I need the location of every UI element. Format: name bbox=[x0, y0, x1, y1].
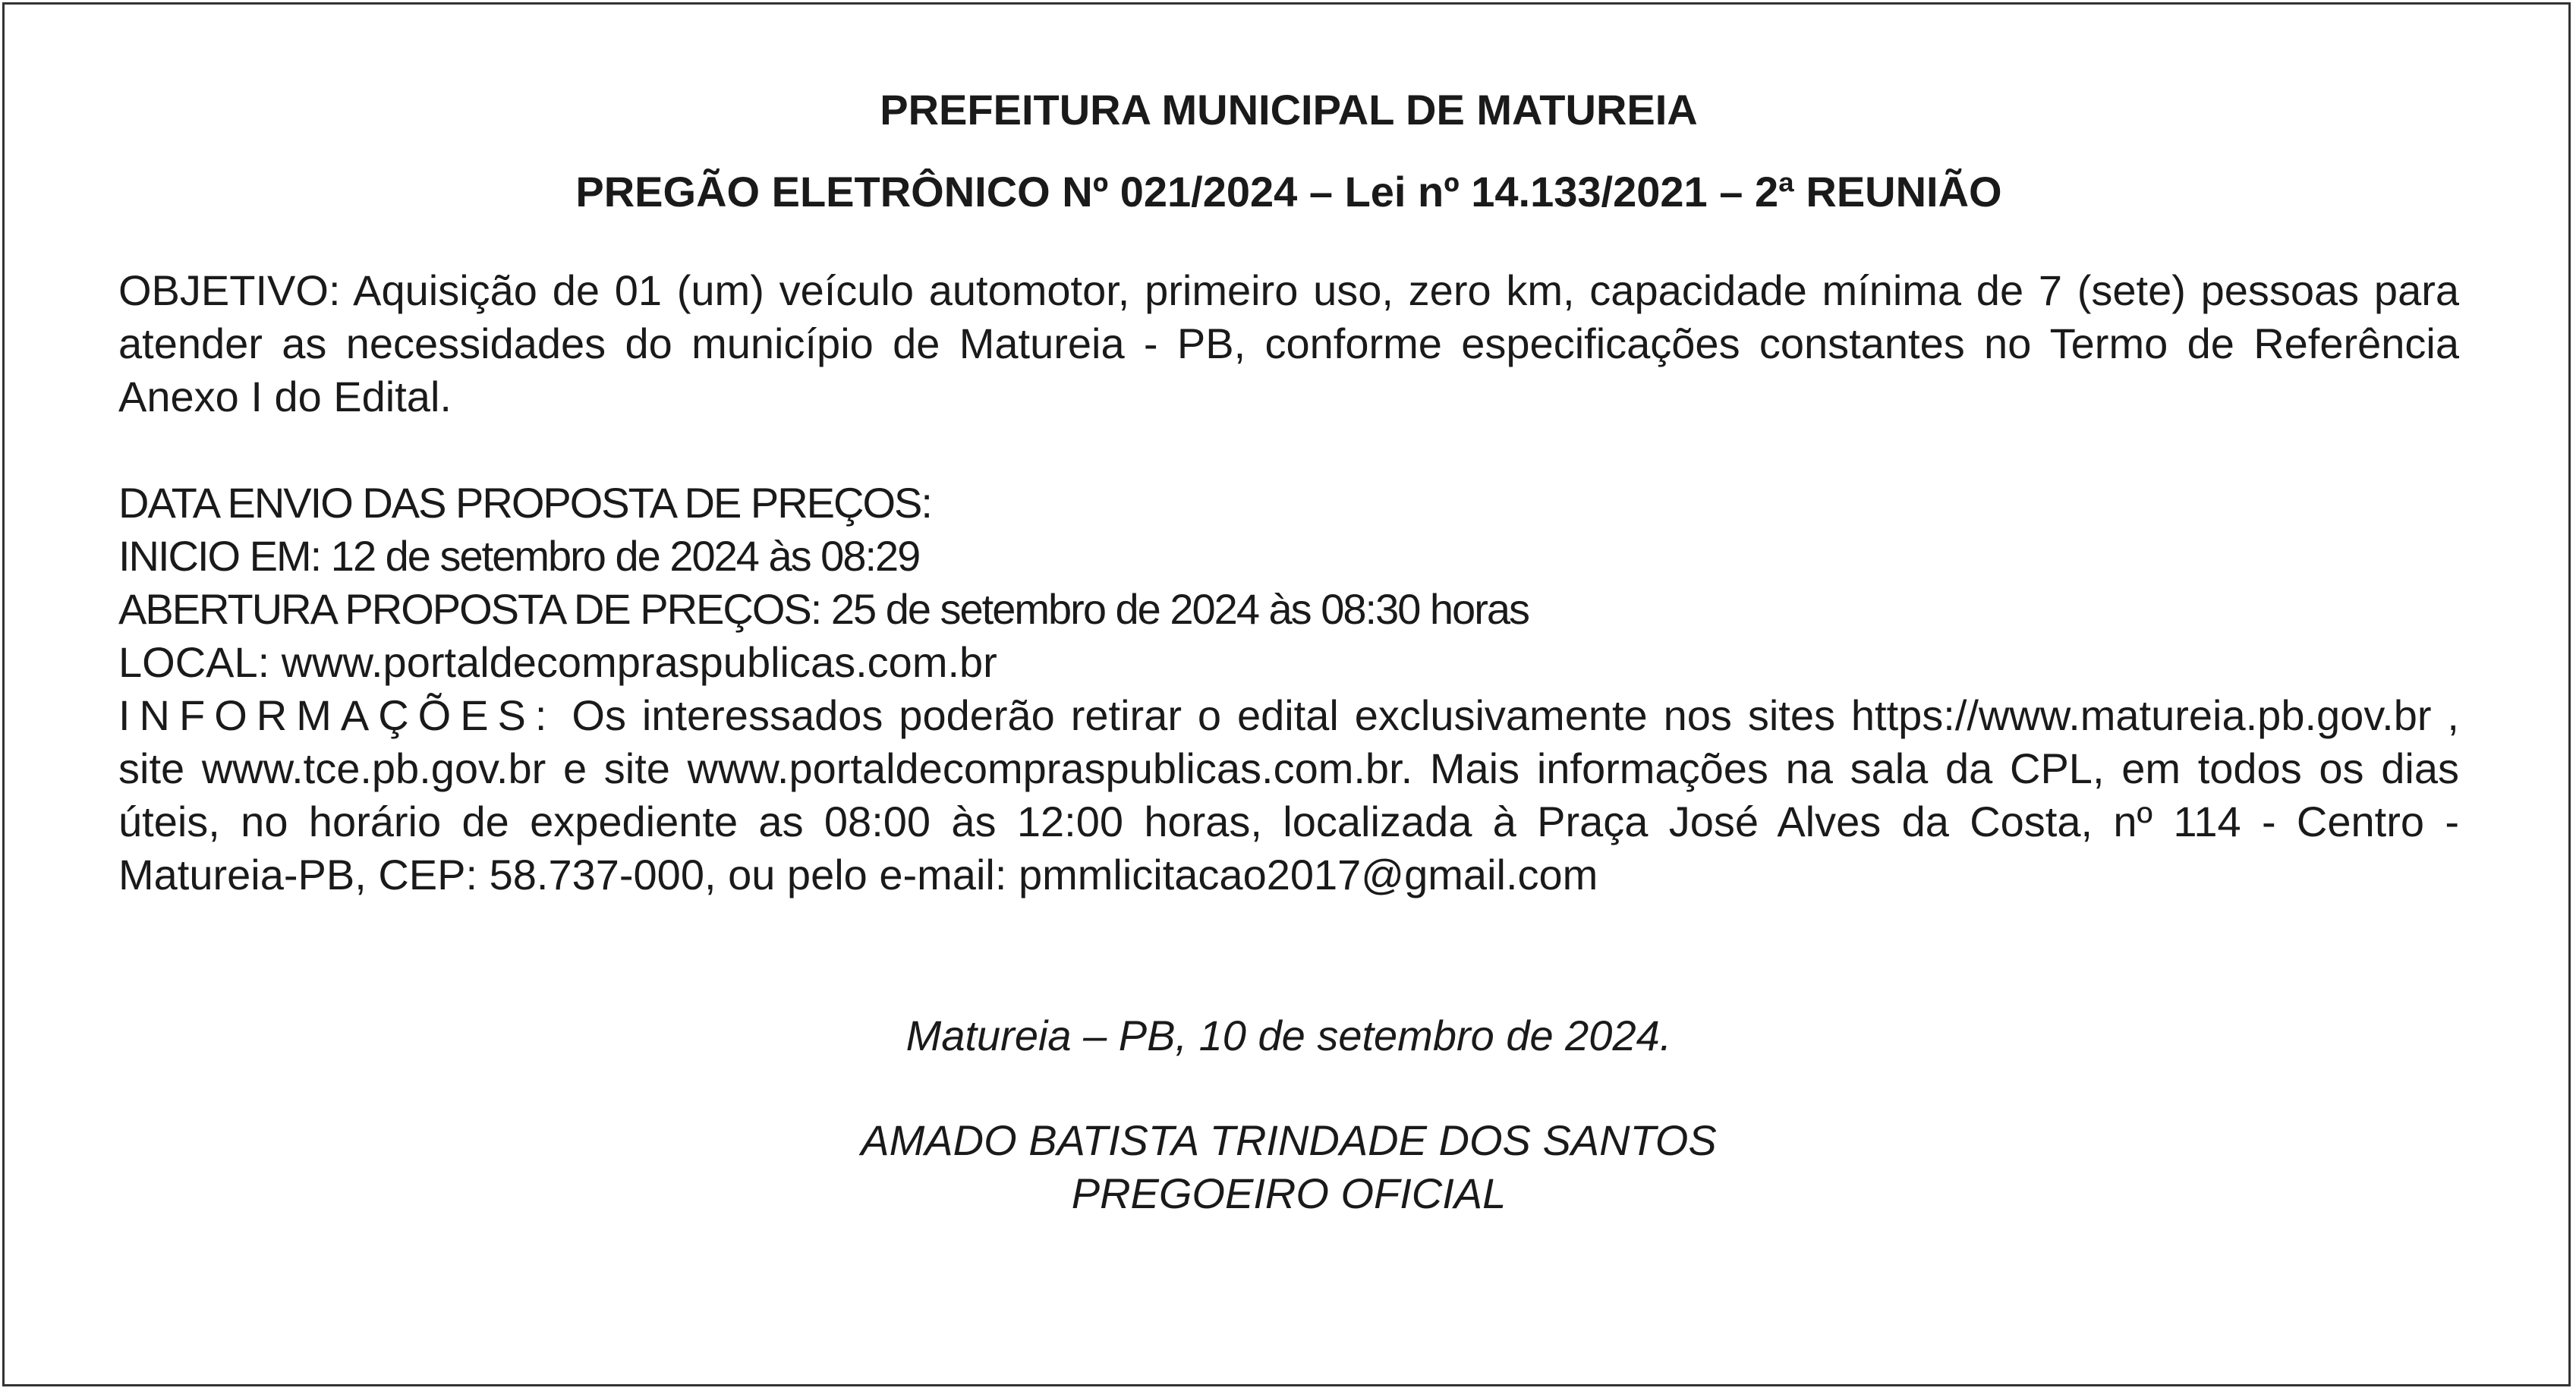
schedule-opening: ABERTURA PROPOSTA DE PREÇOS: 25 de setembro de 2024 às 08:30 horas bbox=[118, 585, 1529, 633]
information-label: INFORMAÇÕES: bbox=[118, 691, 556, 739]
information-paragraph bbox=[118, 689, 2459, 902]
notice-document bbox=[118, 76, 2459, 1220]
schedule-heading: DATA ENVIO DAS PROPOSTA DE PREÇOS: bbox=[118, 479, 931, 527]
objective-paragraph: OBJETIVO: Aquisição de 01 (um) veículo automotor, primeiro uso, zero km, capacidade mínima de 7 (sete) pessoas para atender as necessidades do município de Matureia - PB, conforme especificações constantes no Termo de Referência Anexo I do Edital. bbox=[118, 266, 2459, 420]
signatory-name: AMADO BATISTA TRINDADE DOS SANTOS bbox=[861, 1116, 1717, 1164]
schedule-location: LOCAL: www.portaldecompraspublicas.com.br bbox=[118, 638, 997, 686]
institution-title: PREFEITURA MUNICIPAL DE MATUREIA bbox=[880, 86, 1698, 134]
schedule-section bbox=[118, 477, 2459, 902]
signature-block bbox=[118, 1114, 2459, 1220]
process-title: PREGÃO ELETRÔNICO Nº 021/2024 – Lei nº 14.133/2021 – 2ª REUNIÃO bbox=[575, 168, 2002, 216]
place-date: Matureia – PB, 10 de setembro de 2024. bbox=[905, 1012, 1672, 1059]
signatory-role: PREGOEIRO OFICIAL bbox=[1071, 1169, 1507, 1217]
schedule-start: INICIO EM: 12 de setembro de 2024 às 08:29 bbox=[118, 532, 920, 580]
information-text: Os interessados poderão retirar o edital exclusivamente nos sites https://www.matureia.pb.gov.br , site www.tce.pb.gov.br e site www.portaldecompraspublicas.com.br. Mais informações na sala da CPL, em todos os dias úteis, no horário de expediente as 08:00 às 12:00 horas, localizada à Praça José Alves da Costa, nº 114 - Centro - Matureia-PB, CEP: 58.737-000, ou pelo e-mail: pmmlicitacao2017@gmail.com bbox=[118, 691, 2459, 898]
